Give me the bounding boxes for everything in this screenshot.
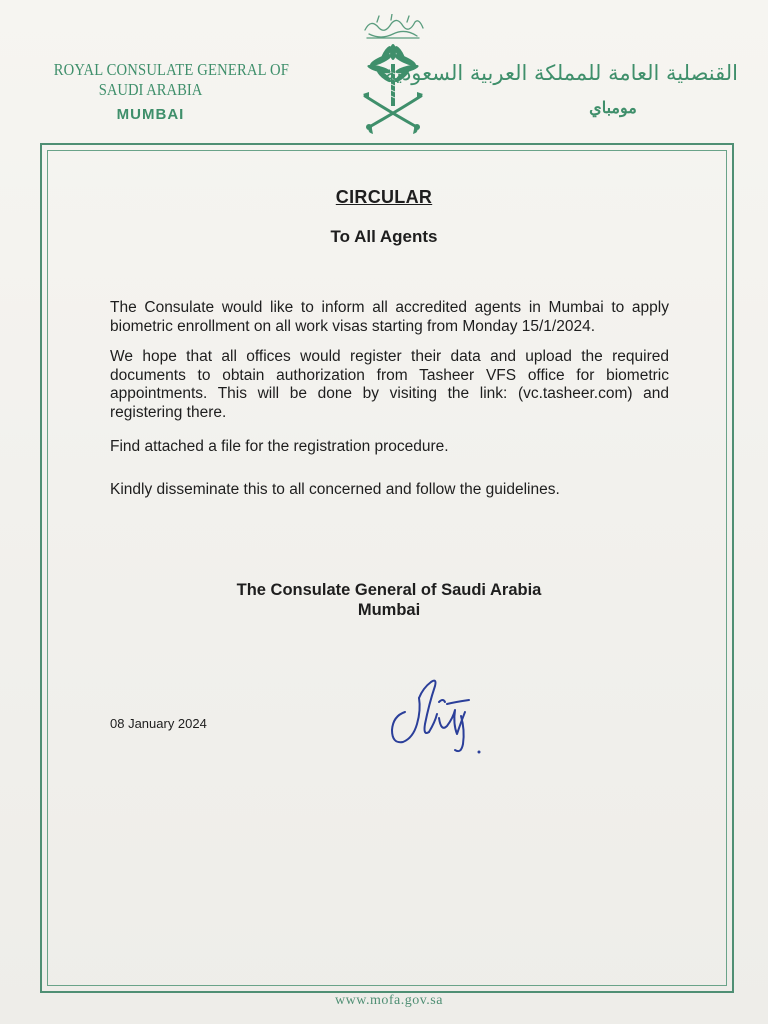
letterhead-arabic-city: مومباي bbox=[589, 98, 637, 117]
letterhead-city: MUMBAI bbox=[116, 106, 185, 123]
paragraph: Kindly disseminate this to all concerned and follow the guidelines. bbox=[110, 480, 560, 498]
signatory-organization: The Consulate General of Saudi Arabia bbox=[236, 581, 542, 599]
paragraph: The Consulate would like to inform all accredited agents in Mumbai to apply biometric enrollment on all work visas starting from Monday 15/1/2024. bbox=[110, 299, 669, 335]
signatory-city: Mumbai bbox=[357, 601, 421, 619]
document-subtitle: To All Agents bbox=[330, 227, 438, 246]
letterhead-line2: SAUDI ARABIA bbox=[98, 80, 203, 99]
footer-website: www.mofa.gov.sa bbox=[335, 993, 443, 1008]
letterhead-english bbox=[38, 60, 290, 123]
letterhead-arabic bbox=[384, 60, 738, 117]
letterhead-arabic-line1: القنصلية العامة للمملكة العربية السعودية bbox=[384, 61, 738, 85]
document-date: 08 January 2024 bbox=[110, 716, 207, 731]
signatory-block bbox=[0, 580, 768, 620]
document-body bbox=[110, 299, 669, 511]
paragraph: We hope that all offices would register their data and upload the required documents to obtain authorization from Tasheer VFS office for biometric appointments. This will be done by visiting the link: (vc.tasheer.com) and registering there. bbox=[110, 348, 669, 421]
paragraph: Find attached a file for the registration procedure. bbox=[110, 438, 449, 455]
border-frame-inner bbox=[47, 150, 727, 986]
handwritten-signature bbox=[383, 672, 493, 764]
letterhead-line1: ROYAL CONSULATE GENERAL OF bbox=[53, 60, 290, 79]
document-title: CIRCULAR bbox=[335, 187, 433, 207]
